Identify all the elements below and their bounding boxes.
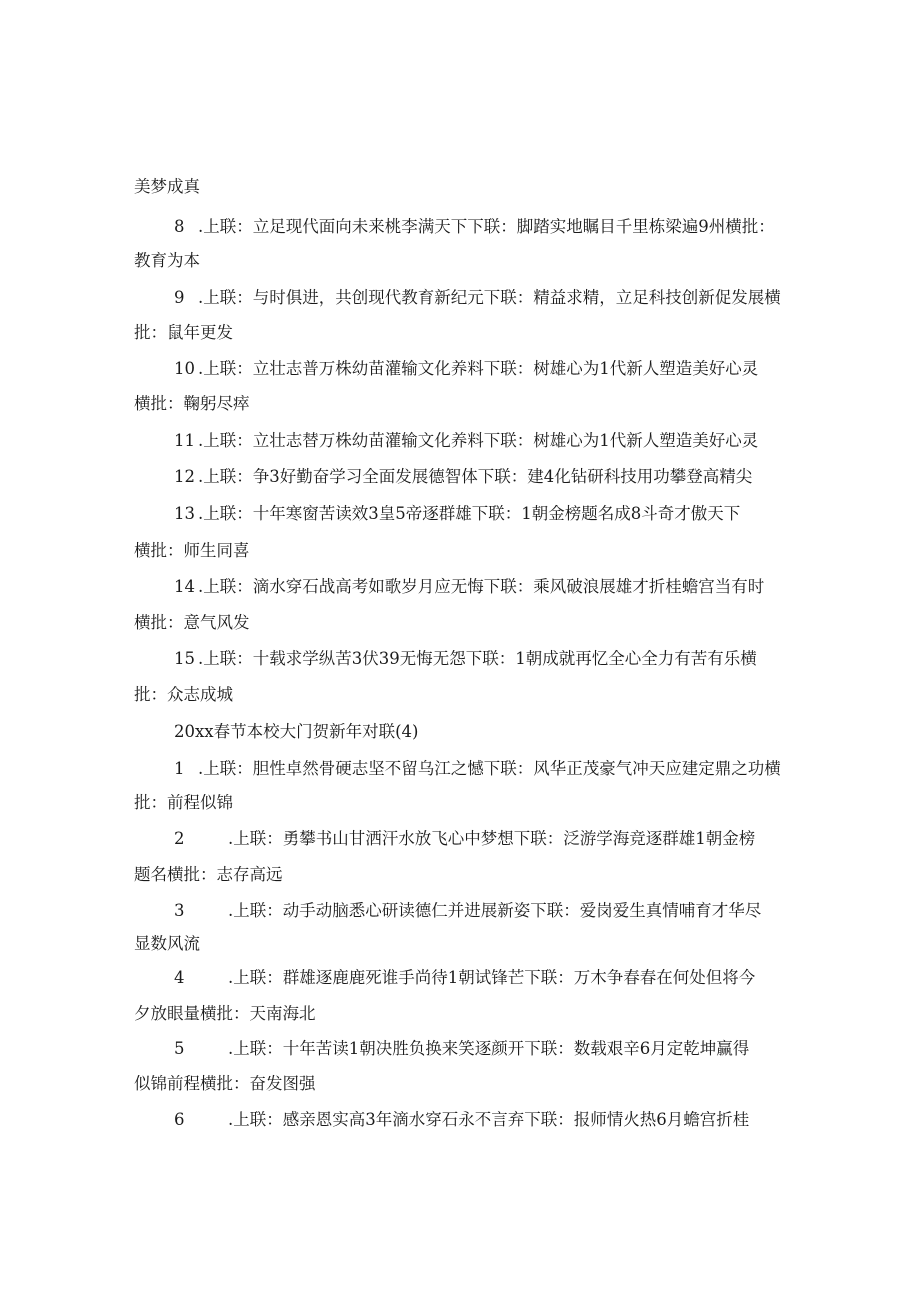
couplet-b-3 [174,900,761,922]
couplet-13-cont: 横批：师生同喜 [134,541,250,560]
couplet-text: .上联：争3好勤奋学习全面发展德智体下联：建4化钻研科技用功攀登高精尖 [198,467,753,486]
couplet-text: .上联：十年寒窗苦读效3皇5帝逐群雄下联：1朝金榜题名成8斗奇才傲天下 [198,504,741,523]
couplet-13 [174,503,740,525]
couplet-text: .上联：立壮志普万株幼苗灌输文化养料下联：树雄心为1代新人塑造美好心灵 [198,359,759,378]
lead-line: 美梦成真 [134,177,200,196]
couplet-number: 5 [174,1039,185,1058]
couplet-b-5-cont: 似锦前程横批：奋发图强 [134,1074,316,1093]
couplet-15-cont: 批：众志成城 [134,685,233,704]
couplet-number: 10 [174,359,195,378]
couplet-text: .上联：立壮志替万株幼苗灌输文化养料下联：树雄心为1代新人塑造美好心灵 [198,431,759,450]
couplet-number: 14 [174,577,195,596]
couplet-number: 8 [174,217,185,236]
couplet-14-cont: 横批：意气风发 [134,613,250,632]
couplet-text: .上联：胆性卓然骨硬志坚不留乌江之憾下联：风华正茂豪气冲天应建定鼎之功横 [198,759,781,778]
couplet-15 [174,648,757,670]
couplet-b-1 [174,758,781,780]
couplet-number: 9 [174,288,185,307]
couplet-b-2-cont: 题名横批：志存高远 [134,865,283,884]
couplet-text: .上联：感亲恩实高3年滴水穿石永不言弃下联：报师情火热6月蟾宫折桂 [228,1110,750,1129]
couplet-number: 13 [174,504,195,523]
couplet-b-4-cont: 夕放眼量横批：天南海北 [134,1004,316,1023]
couplet-text: .上联：十载求学纵苦3伏39无悔无怨下联：1朝成就再忆全心全力有苦有乐横 [198,649,757,668]
couplet-8 [174,216,775,238]
couplet-text: .上联：滴水穿石战高考如歌岁月应无悔下联：乘风破浪展雄才折桂蟾宫当有时 [198,577,765,596]
couplet-b-2 [174,828,755,850]
couplet-10 [174,358,758,380]
couplet-b-6 [174,1109,749,1131]
couplet-text: .上联：动手动脑悉心研读德仁并进展新姿下联：爱岗爱生真情哺育才华尽 [228,901,762,920]
couplet-12 [174,466,752,488]
couplet-b-1-cont: 批：前程似锦 [134,793,233,812]
couplet-text: .上联：群雄逐鹿鹿死谁手尚待1朝试锋芒下联：万木争春春在何处但将今 [228,968,756,987]
couplet-11 [174,430,758,452]
couplet-number: 15 [174,649,195,668]
couplet-number: 1 [174,759,185,778]
couplet-b-3-cont: 显数风流 [134,934,200,953]
couplet-number: 6 [174,1110,185,1129]
couplet-text: .上联：十年苦读1朝决胜负换来笑逐颜开下联：数载艰辛6月定乾坤赢得 [228,1039,750,1058]
couplet-9 [174,287,781,309]
couplet-9-cont: 批：鼠年更发 [134,323,233,342]
couplet-10-cont: 横批：鞠躬尽瘁 [134,394,250,413]
couplet-text: .上联：勇攀书山甘洒汗水放飞心中梦想下联：泛游学海竞逐群雄1朝金榜 [228,829,756,848]
couplet-number: 3 [174,901,185,920]
couplet-14 [174,576,764,598]
couplet-8-cont: 教育为本 [134,251,200,270]
section-heading: 20xx春节本校大门贺新年对联(4) [174,722,419,741]
couplet-text: .上联：立足现代面向未来桃李满天下下联：脚踏实地瞩目千里栋梁遍9州横批： [198,217,775,236]
couplet-number: 11 [174,431,195,450]
couplet-b-4 [174,967,755,989]
couplet-text: .上联：与时俱进，共创现代教育新纪元下联：精益求精，立足科技创新促发展横 [198,288,781,307]
couplet-number: 4 [174,968,185,987]
couplet-number: 12 [174,467,195,486]
couplet-number: 2 [174,829,185,848]
couplet-b-5 [174,1038,749,1060]
